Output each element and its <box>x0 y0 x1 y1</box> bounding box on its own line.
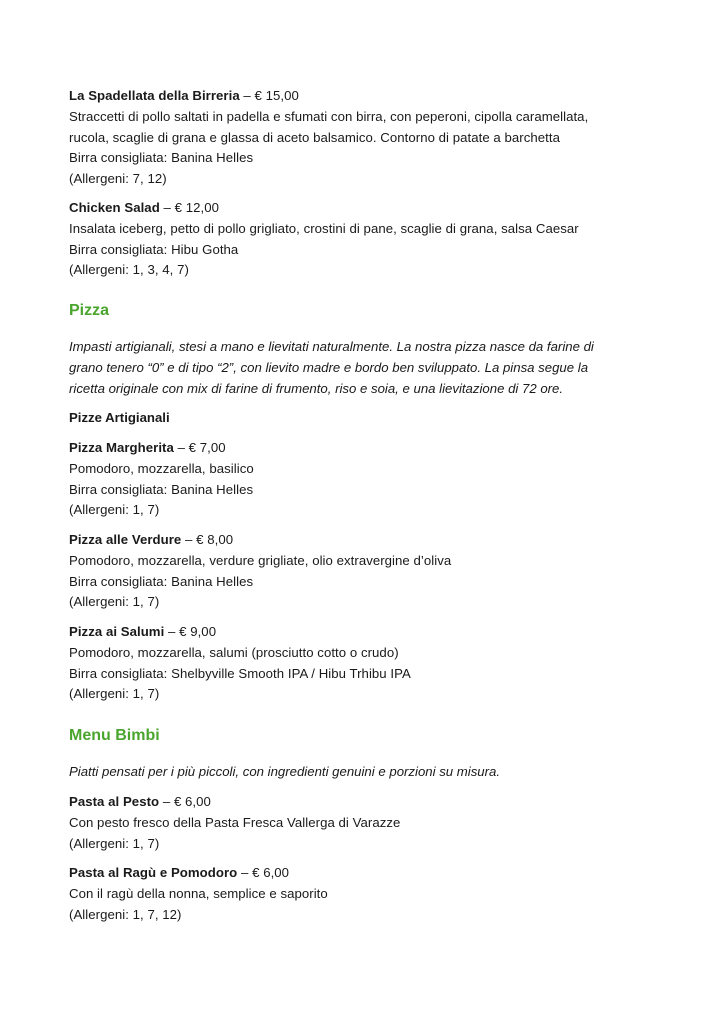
intro-line: Impasti artigianali, stesi a mano e lievitati naturalmente. La nostra pizza nasce da farine di <box>69 339 594 354</box>
menu-item-pasta-pesto <box>69 792 669 854</box>
menu-item-salumi <box>69 622 669 705</box>
pizza-intro <box>69 337 669 399</box>
item-description: Pomodoro, mozzarella, basilico <box>69 460 254 476</box>
intro-line: grano tenero “0” e di tipo “2”, con lievito madre e bordo ben sviluppato. La pinsa segue la <box>69 359 589 375</box>
item-name: Pizza Margherita <box>69 440 174 455</box>
item-description: Straccetti di pollo saltati in padella e sfumati con birra, con peperoni, cipolla caramellata, <box>69 108 589 124</box>
item-allergens: (Allergeni: 1, 7) <box>69 502 160 518</box>
item-title <box>69 530 669 551</box>
section-heading-pizza: Pizza <box>69 302 110 319</box>
item-name: Pizza ai Salumi <box>69 624 165 639</box>
item-price: – € 12,00 <box>159 200 219 215</box>
item-beer: Birra consigliata: Shelbyville Smooth IPA / Hibu Trhibu IPA <box>69 665 411 681</box>
item-description: rucola, scaglie di grana e glassa di aceto balsamico. Contorno di patate a barchetta <box>69 129 560 145</box>
item-allergens: (Allergeni: 1, 3, 4, 7) <box>69 262 189 278</box>
item-price: – € 9,00 <box>164 624 217 639</box>
item-name: Chicken Salad <box>69 200 160 215</box>
item-description: Con pesto fresco della Pasta Fresca Vallerga di Varazze <box>69 814 401 830</box>
item-allergens: (Allergeni: 7, 12) <box>69 171 167 187</box>
item-allergens: (Allergeni: 1, 7, 12) <box>69 906 182 922</box>
item-description: Insalata iceberg, petto di pollo grigliato, crostini di pane, scaglie di grana, salsa Caesar <box>69 220 579 236</box>
item-title <box>69 86 669 107</box>
menu-item-chicken-salad <box>69 198 669 281</box>
item-title <box>69 622 669 643</box>
item-title <box>69 792 669 813</box>
item-description: Pomodoro, mozzarella, salumi (prosciutto cotto o crudo) <box>69 644 399 660</box>
item-price: – € 7,00 <box>173 440 226 455</box>
item-beer: Birra consigliata: Banina Helles <box>69 150 254 166</box>
menu-item-verdure <box>69 530 669 613</box>
item-name: Pasta al Ragù e Pomodoro <box>69 865 238 880</box>
item-title <box>69 438 669 459</box>
intro-line: ricetta originale con mix di farine di frumento, riso e soia, e una lievitazione di 72 ore. <box>69 380 564 396</box>
item-beer: Birra consigliata: Hibu Gotha <box>69 241 239 257</box>
item-name: Pasta al Pesto <box>69 794 160 809</box>
item-beer: Birra consigliata: Banina Helles <box>69 481 254 497</box>
item-name: La Spadellata della Birreria <box>69 88 240 103</box>
menu-item-margherita <box>69 438 669 521</box>
item-price: – € 15,00 <box>239 88 299 103</box>
subheading-pizze-artigianali: Pizze Artigianali <box>69 410 170 425</box>
menu-item-pasta-ragu <box>69 863 669 925</box>
item-title <box>69 863 669 884</box>
item-price: – € 6,00 <box>159 794 211 809</box>
menu-item-spadellata <box>69 86 669 190</box>
item-beer: Birra consigliata: Banina Helles <box>69 573 254 589</box>
item-allergens: (Allergeni: 1, 7) <box>69 686 160 702</box>
item-allergens: (Allergeni: 1, 7) <box>69 835 160 851</box>
item-price: – € 8,00 <box>181 532 234 547</box>
bimbi-intro <box>69 762 669 783</box>
item-name: Pizza alle Verdure <box>69 532 182 547</box>
item-title <box>69 198 669 219</box>
item-allergens: (Allergeni: 1, 7) <box>69 594 160 610</box>
section-heading-bimbi: Menu Bimbi <box>69 727 160 744</box>
item-price: – € 6,00 <box>237 865 290 880</box>
intro-line: Piatti pensati per i più piccoli, con ingredienti genuini e porzioni su misura. <box>69 764 501 779</box>
item-description: Pomodoro, mozzarella, verdure grigliate, olio extravergine d’oliva <box>69 552 452 568</box>
item-description: Con il ragù della nonna, semplice e saporito <box>69 885 328 901</box>
